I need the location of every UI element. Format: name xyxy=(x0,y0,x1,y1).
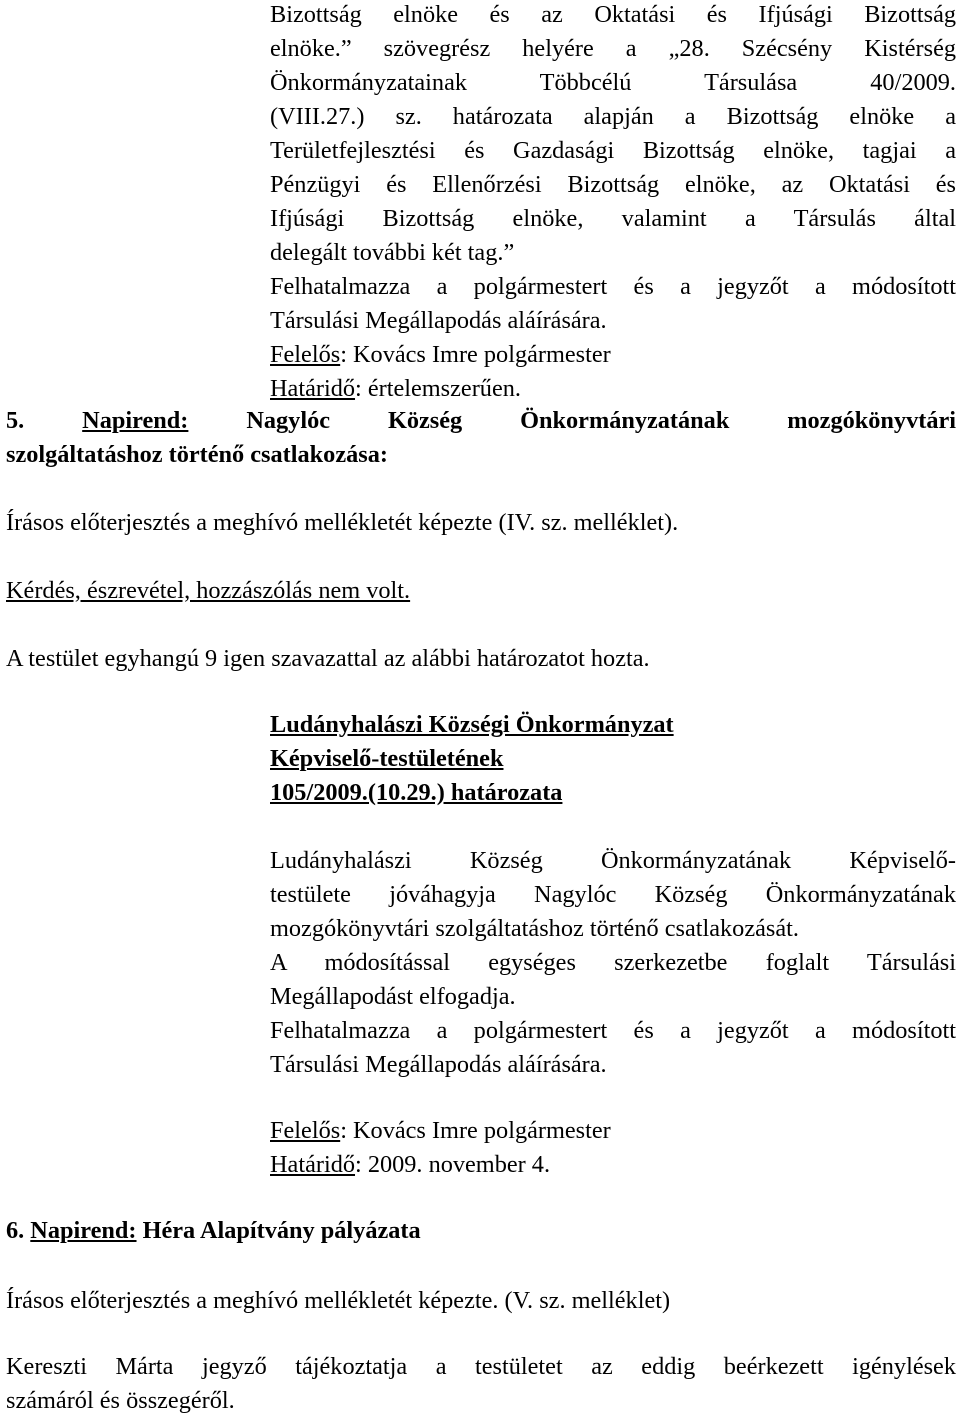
text-line: Bizottság elnöke és az Oktatási és Ifjúsági Bizottság xyxy=(270,1,956,28)
resolution-text-line: Ludányhalászi Község Önkormányzatának Képviselő- xyxy=(270,847,956,874)
resolution-title: Ludányhalászi Községi Önkormányzat xyxy=(270,711,674,738)
text-line: Pénzügyi és Ellenőrzési Bizottság elnöke, az Oktatási és xyxy=(270,171,956,198)
responsible-value: : Kovács Imre polgármester xyxy=(340,341,611,368)
resolution-number: 105/2009.(10.29.) határozata xyxy=(270,779,563,806)
agenda-label: Napirend: xyxy=(82,407,189,434)
text-line: (VIII.27.) sz. határozata alapján a Bizottság elnöke a xyxy=(270,103,956,130)
agenda-heading-5 xyxy=(6,406,956,436)
proposal-line: Írásos előterjesztés a meghívó mellékletét képezte. (V. sz. melléklet) xyxy=(6,1287,671,1314)
text-line: Területfejlesztési és Gazdasági Bizottság elnöke, tagjai a xyxy=(270,137,956,164)
resolution-text-line: Társulási Megállapodás aláírására. xyxy=(270,1051,607,1078)
deadline-value: : 2009. november 4. xyxy=(355,1151,551,1178)
agenda-label: Napirend: xyxy=(30,1217,137,1244)
vote-line: A testület egyhangú 9 igen szavazattal az alábbi határozatot hozta. xyxy=(6,645,650,672)
resolution-title: Képviselő-testületének xyxy=(270,745,504,772)
deadline-line xyxy=(270,1150,956,1180)
info-line: számáról és összegéről. xyxy=(6,1387,235,1414)
agenda-heading-6 xyxy=(6,1216,956,1246)
text-line: Ifjúsági Bizottság elnöke, valamint a Társulás által xyxy=(270,205,956,232)
responsible-label: Felelős xyxy=(270,1117,341,1144)
resolution-text-line: testülete jóváhagyja Nagylóc Község Önkormányzatának xyxy=(270,881,956,908)
resolution-text-line: A módosítással egységes szerkezetbe foglalt Társulási xyxy=(270,949,956,976)
resolution-text-line: Felhatalmazza a polgármestert és a jegyzőt a módosított xyxy=(270,1017,956,1044)
deadline-value: : értelemszerűen. xyxy=(355,375,521,402)
questions-line xyxy=(6,576,956,606)
proposal-line: Írásos előterjesztés a meghívó mellékletét képezte (IV. sz. melléklet). xyxy=(6,509,679,536)
questions-text: Kérdés, észrevétel, hozzászólás nem volt. xyxy=(6,577,411,604)
responsible-label: Felelős xyxy=(270,341,341,368)
responsible-line xyxy=(270,340,956,370)
responsible-line xyxy=(270,1116,956,1146)
resolution-text-line: mozgókönyvtári szolgáltatáshoz történő csatlakozását. xyxy=(270,915,799,942)
text-line: delegált további két tag.” xyxy=(270,239,515,266)
agenda-title: Nagylóc Község Önkormányzatának mozgókönyvtári xyxy=(188,407,956,434)
responsible-value: : Kovács Imre polgármester xyxy=(340,1117,611,1144)
deadline-label: Határidő xyxy=(270,1151,356,1178)
text-line: elnöke.” szövegrész helyére a „28. Szécsény Kistérség xyxy=(270,35,956,62)
text-line: Önkormányzatainak Többcélú Társulása 40/2009. xyxy=(270,69,956,96)
text-line: Felhatalmazza a polgármestert és a jegyzőt a módosított xyxy=(270,273,956,300)
agenda-title: Héra Alapítvány pályázata xyxy=(136,1217,421,1244)
agenda-number: 5. xyxy=(6,407,83,434)
resolution-text-line: Megállapodást elfogadja. xyxy=(270,983,516,1010)
deadline-label: Határidő xyxy=(270,375,356,402)
text-line: Társulási Megállapodás aláírására. xyxy=(270,307,607,334)
agenda-number: 6. xyxy=(6,1217,31,1244)
info-line: Kereszti Márta jegyző tájékoztatja a testületet az eddig beérkezett igénylések xyxy=(6,1353,956,1380)
deadline-line xyxy=(270,374,956,404)
agenda-heading-5-cont: szolgáltatáshoz történő csatlakozása: xyxy=(6,441,388,468)
